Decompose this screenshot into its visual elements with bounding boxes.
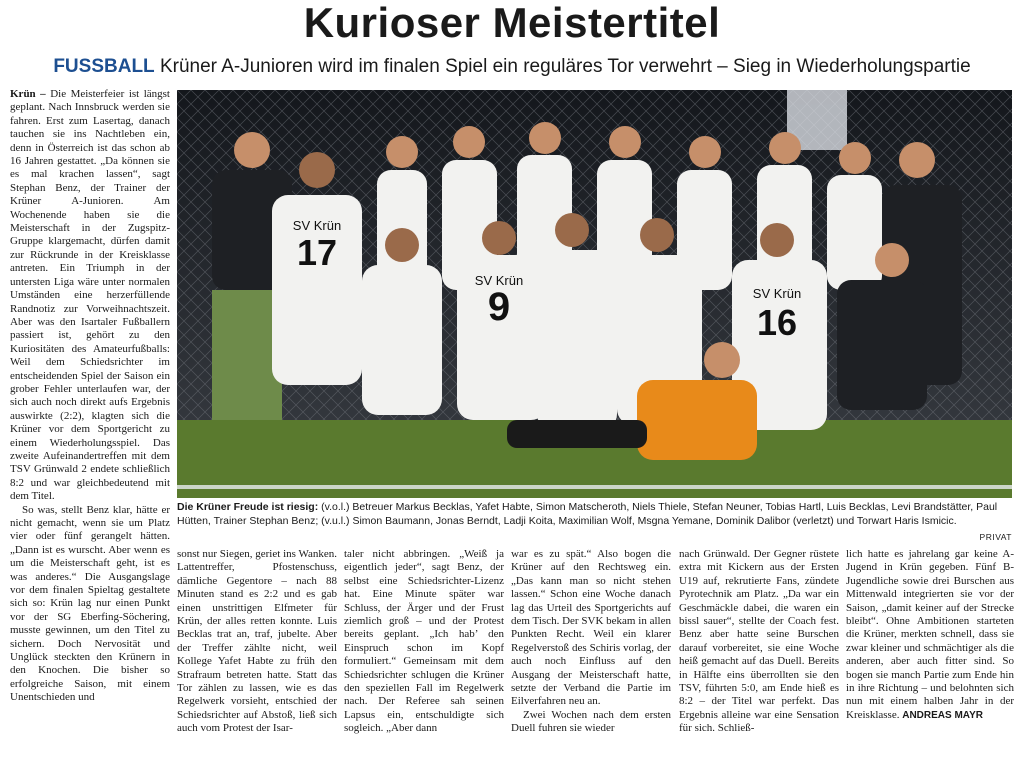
article-column-4: [511, 548, 671, 766]
jersey-number-9: 9: [487, 285, 511, 329]
author-byline: ANDREAS MAYR: [902, 709, 983, 721]
photo-caption: [177, 500, 1012, 544]
paragraph-text: lich hatte es jahrelang gar keine A-Jugend in Krün gegeben. Fünf B-Jugendliche sowie drei Burschen aus Mittenwald integrierten sie vor der Saison, „damit keiner auf der Strecke bleibt“. Ohne Ambitionen starteten die Krüner, merkten schnell, dass sie zwar kleiner und schmächtiger als die anderen, aber auch fitter sind. So bogen sie manch Partie zum Ende hin in ihre Richtung – und belohnten sich nun mit einem halben Jahr in der Kreisklasse.: [846, 548, 1014, 721]
caption-text: (v.o.l.) Betreuer Markus Becklas, Yafet Habte, Simon Matscheroth, Niels Thiele, Stefan Neuner, Tobias Hartl, Luis Becklas, Levi Brandstätter, Paul Hütten, Trainer Stephan Benz; (v.u.l.) Simon Baumann, Jonas Berndt, Ladji Koita, Maximilian Wolf, Msgna Yemane, Dominik Dalibor (verletzt) und Torwart Haris Ismicic.: [177, 501, 998, 527]
article-paragraph: nach Grünwald. Der Gegner rüstete extra mit Kickern aus der Ersten U19 auf, rekrutierte Fans, zündete Pyrotechnik am Platz. „Da war ein Geschmäckle dabei, die waren ein bissl sauer“, stellte der Coach fest. Benz aber hatte seine Burschen darauf vorbereitet, sie eine Woche heiß gemacht auf das Duell. Bereits in Hälfte eins überrollten sie den TSV, führten 5:0, am Ende hieß es 8:2 – der Titel war perfekt. Das Ergebnis alleine war eine Sensation für sich. Schließ-: [679, 548, 839, 735]
article-column-5: [679, 548, 839, 766]
photo-credit: PRIVAT: [979, 532, 1012, 542]
article-column-2: [177, 548, 337, 766]
paragraph-text: Die Meisterfeier ist längst geplant. Nach Innsbruck werden sie fahren. Erst zum Lasertag, danach tauchen sie ins Nachtleben ein, denn in Österreich ist das schon ab 16 Jahren gestattet. „Da können sie es mal krachen lassen“, sagt Stephan Benz, der Trainer der Krüner A-Junioren. Am Wochenende haben sie die Meisterschaft in der Zugspitz-Gruppe klargemacht, dürfen damit zur Rückrunde in der Kreisklasse antreten. Ein Triumph in der untersten Liga wäre unter normalen Umständen eine herzerfüllende Randnotiz zur Vorweihnachtszeit. Aber was den Isartaler Fußballern passiert ist, gehört zu den Kuriositäten des Amateurfußballs: Weil dem Schiedsrichter im entscheidenden Spiel der Saison ein grober Fehler unterlaufen war, der sich auch noch direkt aufs Ergebnis auswirkte (2:2), klagten sich die Krüner vor dem Sportgericht zu einem Wiederholungsspiel. Das zweite Aufeinandertreffen mit dem TSV Grünwald 2 endete schließlich 8:2 und war gleichbedeutend mit dem Titel.: [10, 88, 170, 503]
subline-text: Krüner A-Junioren wird im finalen Spiel ein reguläres Tor verwehrt – Sieg in Wiederholungspartie: [159, 56, 971, 77]
article-paragraph: [846, 548, 1014, 722]
shirt-text: SV Krün: [752, 286, 802, 301]
article-column-1: [10, 88, 170, 766]
article-paragraph: [10, 88, 170, 504]
team-photo: [177, 90, 1012, 498]
article-headline: Kurioser Meistertitel: [303, 0, 721, 46]
article-subline: [0, 54, 1024, 80]
article-column-6: [846, 548, 1014, 766]
article-paragraph: taler nicht abbringen. „Weiß ja eigentlich jeder“, sagt Benz, der selbst eine Schiedsrichter-Lizenz hat. Eine Minute später war Schluss, der Ärger und der Frust ziemlich groß – und der Protest bereits geplant. „Ich hab’ den Einspruch schon im Kopf formuliert.“ Gemeinsam mit dem Schiedsrichter schlugen die Krüner den speziellen Fall im Regelwerk nach. Der Referee sah seinen Lapsus ein, entschuldigte sich sogleich. „Aber dann: [344, 548, 504, 735]
article-paragraph: war es zu spät.“ Also bogen die Krüner auf den Rechtsweg ein. „Das kann man so nicht stehen lassen.“ Schon eine Woche danach lag das Urteil des Sportgerichts auf dem Tisch. Der SVK bekam in allen Punkten Recht. Weil ein klarer Regelverstoß des Schiris vorlag, der auch noch Einfluss auf den Ausgang der Meisterschaft hatte, setzte der Verband die Partie im Eilverfahren neu an.: [511, 548, 671, 708]
shirt-text: SV Krün: [292, 218, 342, 233]
team-photo-image: [177, 90, 1012, 498]
article-paragraph: sonst nur Siegen, geriet ins Wanken. Lattentreffer, Pfostenschuss, dämliche Gegentore – nach 88 Minuten stand es 2:2 und es gab einen unstrittigen Elfmeter für Krün, der alles retten konnte. Luis Becklas trat an, traf, jubelte. Aber der Treffer zählte nicht, weil Kollege Yafet Habte zu früh den Strafraum betreten hatte. Statt das Tor zählen zu lassen, wie es das Regelwerk vorsieht, entschied der Schiedsrichter auf Abstoß, ließ sich auch vom Protest der Isar-: [177, 548, 337, 735]
caption-lead: Die Krüner Freude ist riesig:: [177, 501, 319, 513]
article-paragraph: Zwei Wochen nach dem ersten Duell fuhren sie wieder: [511, 708, 671, 735]
section-kicker: FUSSBALL: [53, 56, 155, 77]
jersey-number-16: 16: [756, 302, 798, 343]
dateline: Krün –: [10, 88, 51, 100]
article-paragraph: So was, stellt Benz klar, hätte er nicht gemacht, wenn sie um Platz vier oder fünf gerangelt hätten. „Dann ist es wurscht. Aber wenn es um die Meisterschaft geht, ist es was anderes.“ Die Ausgangslage vor dem finalen Spieltag gestaltete sich so: Krün lag nur einen Punkt vor der SG Eberfing-Söchering, musste gewinnen, um den Titel zu sichern. Doch Nervosität und Unglück steckten den Krünern in den Knochen. Die bisher so erfolgreiche Saison, mit einem Unentschieden und: [10, 503, 170, 704]
shirt-text: SV Krün: [474, 273, 524, 288]
jersey-number-17: 17: [296, 232, 338, 273]
article-column-3: [344, 548, 504, 766]
